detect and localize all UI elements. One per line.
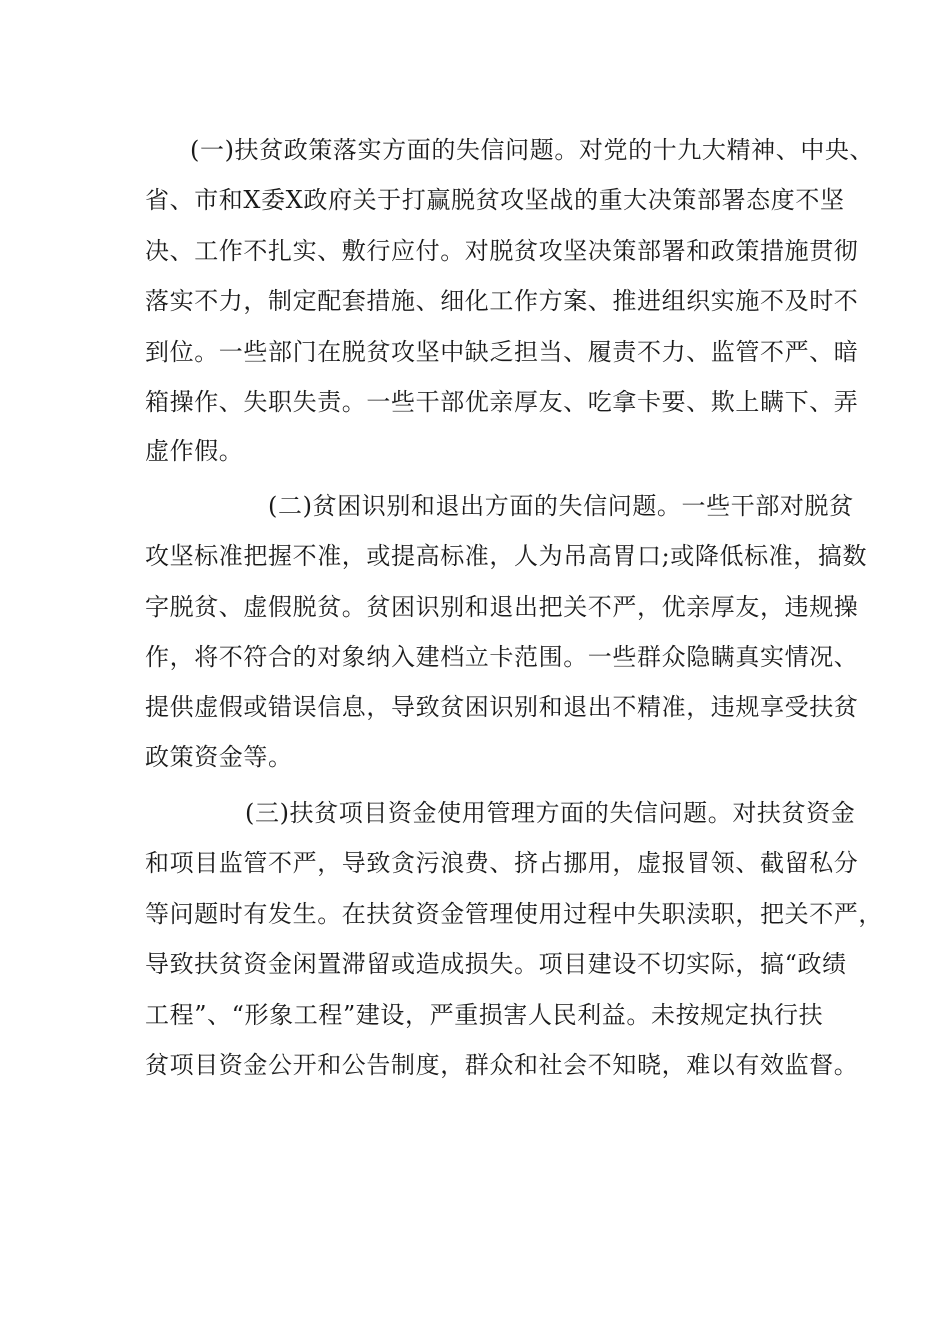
paragraph-line: 政策资金等。 [145,743,293,771]
paragraph-line: (二)贫困识别和退出方面的失信问题。一些干部对脱贫 [268,492,854,520]
paragraph-line: 省、市和X委X政府关于打赢脱贫攻坚战的重大决策部署态度不坚 [145,186,845,214]
paragraph-line: 字脱贫、虚假脱贫。贫困识别和退出把关不严，优亲厚友，违规操 [145,593,859,621]
paragraph-line: 箱操作、失职失责。一些干部优亲厚友、吃拿卡要、欺上瞒下、弄 [145,388,859,416]
paragraph-line: 工程”、“形象工程”建设，严重损害人民利益。未按规定执行扶 [145,1001,824,1029]
paragraph-line: (三)扶贫项目资金使用管理方面的失信问题。对扶贫资金 [245,799,856,827]
paragraph-line: 作，将不符合的对象纳入建档立卡范围。一些群众隐瞒真实情况、 [145,643,859,671]
paragraph-line: 落实不力，制定配套措施、细化工作方案、推进组织实施不及时不 [145,287,859,315]
paragraph-line: 和项目监管不严，导致贪污浪费、挤占挪用，虚报冒领、截留私分 [145,849,859,877]
paragraph-line: 提供虚假或错误信息，导致贫困识别和退出不精准，违规享受扶贫 [145,693,859,721]
paragraph-line: 攻坚标准把握不准，或提高标准，人为吊高胃口;或降低标准，搞数 [145,542,868,570]
paragraph-line: (一)扶贫政策落实方面的失信问题。对党的十九大精神、中央、 [190,136,875,164]
paragraph-line: 到位。一些部门在脱贫攻坚中缺乏担当、履责不力、监管不严、暗 [145,338,859,366]
paragraph-line: 等问题时有发生。在扶贫资金管理使用过程中失职渎职，把关不严， [145,900,883,928]
paragraph-line: 决、工作不扎实、敷行应付。对脱贫攻坚决策部署和政策措施贯彻 [145,237,859,265]
paragraph-line: 导致扶贫资金闲置滞留或造成损失。项目建设不切实际，搞“政绩 [145,950,847,978]
paragraph-line: 虚作假。 [145,437,244,465]
paragraph-line: 贫项目资金公开和公告制度，群众和社会不知晓，难以有效监督。 [145,1051,859,1079]
